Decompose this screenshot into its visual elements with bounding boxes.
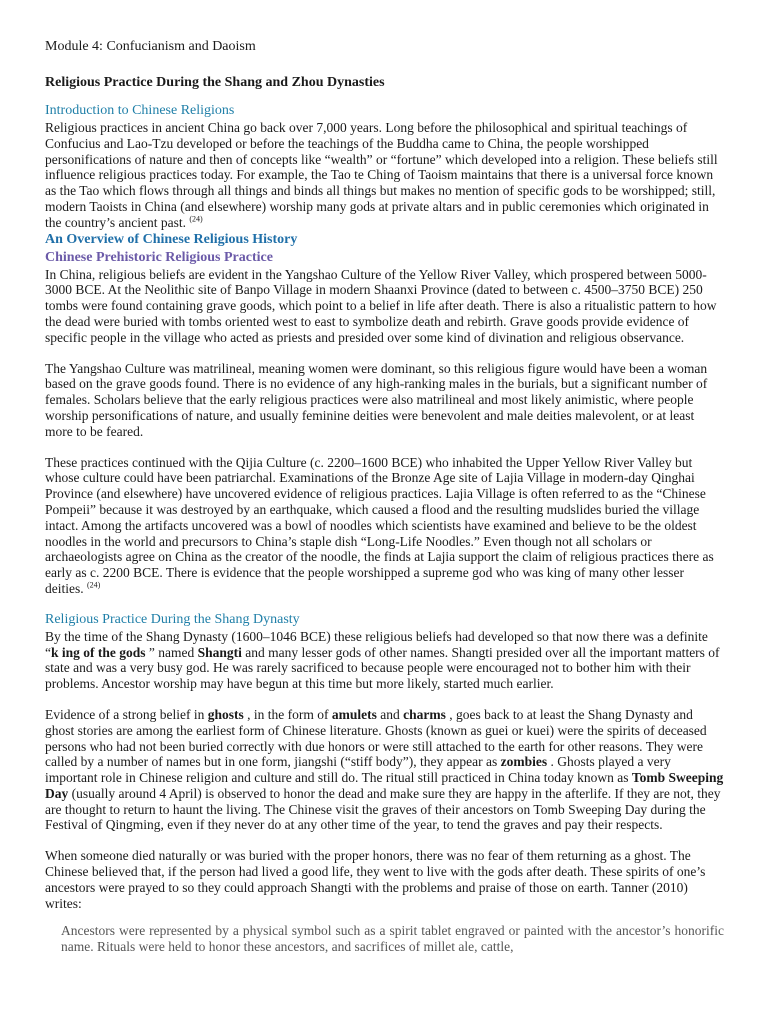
shang-paragraph-1 bbox=[45, 629, 724, 692]
prehistoric-paragraph-3-text: These practices continued with the Qijia Culture (c. 2200–1600 BCE) who inhabited the Upper Yellow River Valley but whose culture could have been patriarchal. Examinations of the Bronze Age site of Lajia Village in modern-day Qinghai Province (and elsewhere) have uncovered evidence of religious practices. Lajia Village is often referred to as the “Chinese Pompeii” because it was destroyed by an earthquake, which caused a flood and the resulting mudslides buried the village intact. Among the artifacts uncovered was a bowl of noodles which scientists have examined and believe to be the oldest noodles in the world and precursors to China’s staple dish “Long-Life Noodles.” Even though not all scholars or archaeologists agree on China as the creator of the noodle, the finds at Lajia support the claim of religious practices there as early as c. 2200 BCE. There is evidence that the people worshipped a supreme god who was king of many other lesser deities. bbox=[45, 454, 714, 596]
overview-heading: An Overview of Chinese Religious History bbox=[45, 231, 298, 247]
shang-p1-text-c: and many lesser gods of other names. Shangti presided over all the important matters of state and was a very busy god. He was rarely sacrificed to because people were encouraged not to bother him with their problems. Ancestor worship may have begun at this time but more likely, started much earlier. bbox=[45, 644, 720, 692]
king-of-gods-term: ing of the gods bbox=[61, 644, 146, 660]
shang-p2-text-c: and bbox=[376, 706, 404, 722]
intro-heading: Introduction to Chinese Religions bbox=[45, 103, 235, 118]
king-term-k: k bbox=[51, 644, 59, 660]
amulets-term: amulets bbox=[331, 706, 377, 722]
prehistoric-paragraph-3 bbox=[45, 455, 724, 597]
module-label: Module 4: Confucianism and Daoism bbox=[45, 39, 256, 54]
shang-p1-text-a: By the time of the Shang Dynasty (1600–1046 BCE) these religious beliefs had developed so that now there was a definite “ bbox=[45, 628, 708, 660]
shang-p1-text-b: ” named bbox=[145, 644, 198, 660]
shang-p2-text-e: . Ghosts played a very important role in Chinese religion and culture and still do. The ritual still practiced in China today known as bbox=[45, 754, 671, 786]
shangti-term: Shangti bbox=[197, 644, 242, 660]
intro-paragraph bbox=[45, 120, 724, 231]
intro-citation: (24) bbox=[189, 214, 203, 224]
tomb-sweeping-day-term: Tomb Sweeping Day bbox=[45, 770, 724, 801]
prehistoric-paragraph-2: The Yangshao Culture was matrilineal, meaning women were dominant, so this religious figure would have been a woman based on the grave goods found. There is no evidence of any high-ranking males in the burials, but a significant number of females. Scholars believe that the early religious practices were also matrilineal and most likely animistic, where people worship personifications of nature, and usually feminine deities were benevolent and male deities malevolent, or at least more to be feared. bbox=[45, 360, 708, 439]
intro-text: Religious practices in ancient China go back over 7,000 years. Long before the philosophical and spiritual teachings of Confucius and Lao-Tzu developed or before the teachings of the Buddha came to China, the people worshipped personifications of nature and then of concepts like “wealth” or “fortune” which developed into a religion. These beliefs still influence religious practices today. For example, the Tao te Ching of Taoism maintains that there is a universal force known as the Tao which flows through all things and binds all things but makes no mention of specific gods to be worshipped; still, modern Taoists in China (and elsewhere) worship many gods at private altars and in public ceremonies which originated in the country’s ancient past. bbox=[45, 120, 718, 230]
shang-p2-text-b: , in the form of bbox=[243, 706, 332, 722]
tanner-quote bbox=[61, 923, 724, 955]
zombies-term: zombies bbox=[500, 754, 548, 770]
document-title: Religious Practice During the Shang and Zhou Dynasties bbox=[45, 75, 385, 90]
shang-paragraph-2 bbox=[45, 707, 724, 833]
shang-paragraph-3: When someone died naturally or was buried with the proper honors, there was no fear of them returning as a ghost. The Chinese believed that, if the person had lived a good life, they went to live with the gods after death. These spirits of one’s ancestors were prayed to so they could approach Shangti with the problems and praise of those on earth. Tanner (2010) writes: bbox=[45, 848, 706, 911]
prehistoric-paragraph-1: In China, religious beliefs are evident in the Yangshao Culture of the Yellow River Valley, which prospered between 5000-3000 BCE. At the Neolithic site of Banpo Village in modern Shaanxi Province (dated to between c. 4500–3750 BCE) 250 tombs were found containing grave goods, which point to a belief in life after death. There is also a ritualistic pattern to how the dead were buried with tombs oriented west to east to symbolize death and rebirth. Grave goods provide evidence of specific people in the village who acted as priests and presided over some kind of divination and religious observance. bbox=[45, 266, 717, 345]
tanner-quote-text: Ancestors were represented by a physical symbol such as a spirit tablet engraved or painted with the ancestor’s honorific name. Rituals were held to honor these ancestors, and sacrifices of millet ale, cattle, bbox=[61, 923, 724, 955]
shang-p2-text-d: , goes back to at least the Shang Dynasty and ghost stories are among the earliest form of Chinese literature. Ghosts (known as guei or kuei) were the spirits of deceased persons who had not been buried correctly with due honors or were still attached to the earth for other reasons. They were called by a number of names but in one form, jiangshi (“stiff body”), they appear as bbox=[45, 706, 707, 770]
prehistoric-citation: (24) bbox=[87, 580, 101, 590]
charms-term: charms bbox=[403, 706, 446, 722]
prehistoric-subheading: Chinese Prehistoric Religious Practice bbox=[45, 249, 273, 265]
ghosts-term: ghosts bbox=[207, 706, 244, 722]
shang-heading: Religious Practice During the Shang Dynasty bbox=[45, 611, 300, 627]
shang-p2-text-f: (usually around 4 April) is observed to honor the dead and make sure they are happy in the afterlife. If they are not, they are thought to return to haunt the living. The Chinese visit the graves of their ancestors on Tomb Sweeping Day during the Festival of Qingming, even if they never do at any other time of the year, to tend the graves and pay their respects. bbox=[45, 785, 721, 833]
shang-p2-text-a: Evidence of a strong belief in bbox=[45, 706, 208, 722]
